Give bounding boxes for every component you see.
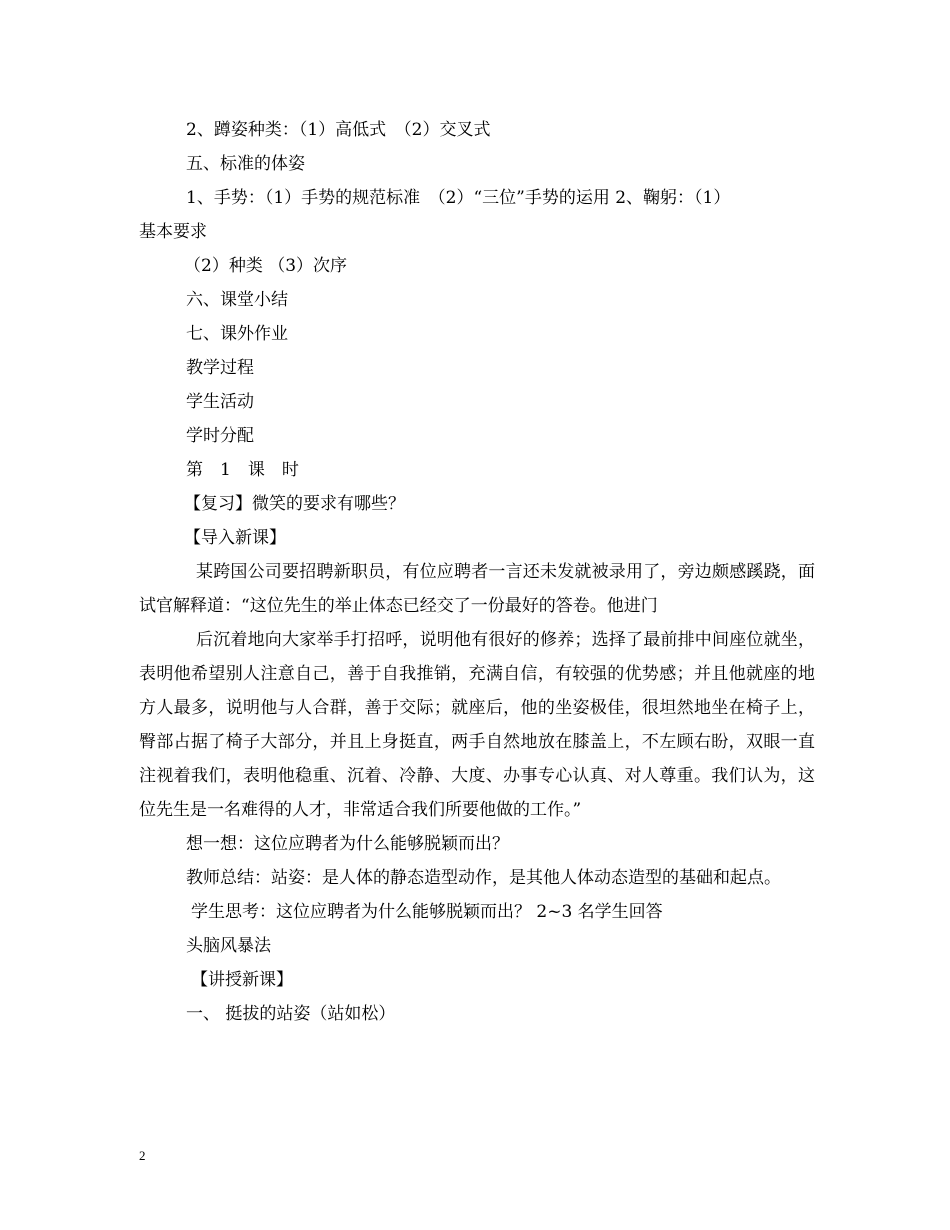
page-number: 2	[139, 1148, 146, 1163]
paragraph: 后沉着地向大家举手打招呼，说明他有很好的修养；选择了最前排中间座位就坐， 表明他希望别人注意自己，善于自我推销，充满自信，有较强的优势感；并且他就座的地方人最多，说明他与人合群，善于交际；就座后，他的坐姿极佳，很坦然地坐在椅子上，臀部占据了椅子大部分，并且上身挺直，两手自然地放在膝盖上，不左顾右盼，双眼一直注视着我们，表明他稳重、沉着、冷静、大度、办事专心认真、对人尊重。我们认为，这位先生是一名难得的人才，非常适合我们所要他做的工作。”	[139, 630, 815, 820]
section-heading: 六、课堂小结	[186, 290, 288, 310]
paragraph: 教师总结：站姿：是人体的静态造型动作，是其他人体动态造型的基础和起点。	[186, 868, 781, 888]
paragraph: 想一想：这位应聘者为什么能够脱颖而出？	[186, 834, 509, 854]
text-line: 1、手势：（1）手势的规范标准 （2）“三位”手势的运用 2、鞠躬：（1）	[186, 188, 731, 208]
text-line: 头脑风暴法	[186, 936, 271, 956]
text-line: 学生活动	[186, 392, 254, 412]
paragraph: 某跨国公司要招聘新职员，有位应聘者一言还未发就被录用了，旁边颇感蹊跷，面试官解释道：“这位先生的举止体态已经交了一份最好的答卷。他进门	[139, 562, 815, 616]
text-line: 学时分配	[186, 426, 254, 446]
document-body	[139, 113, 815, 1031]
text-line: 2、蹲姿种类：（1）高低式 （2）交叉式	[186, 120, 491, 140]
lesson-title: 第 1 课 时	[186, 460, 299, 480]
text-line: （2）种类 （3）次序	[184, 256, 348, 276]
text-line: 学生思考：这位应聘者为什么能够脱颖而出？ 2~3 名学生回答	[191, 902, 663, 922]
section-heading: 七、课外作业	[186, 324, 288, 344]
text-line: 【导入新课】	[184, 528, 286, 548]
text-line: 基本要求	[139, 222, 207, 242]
text-line: 【讲授新课】	[191, 970, 293, 990]
section-heading: 五、标准的体姿	[186, 154, 305, 174]
text-line: 【复习】微笑的要求有哪些？	[184, 494, 405, 514]
text-line: 教学过程	[186, 358, 254, 378]
section-heading: 一、 挺拔的站姿（站如松）	[186, 1004, 396, 1024]
